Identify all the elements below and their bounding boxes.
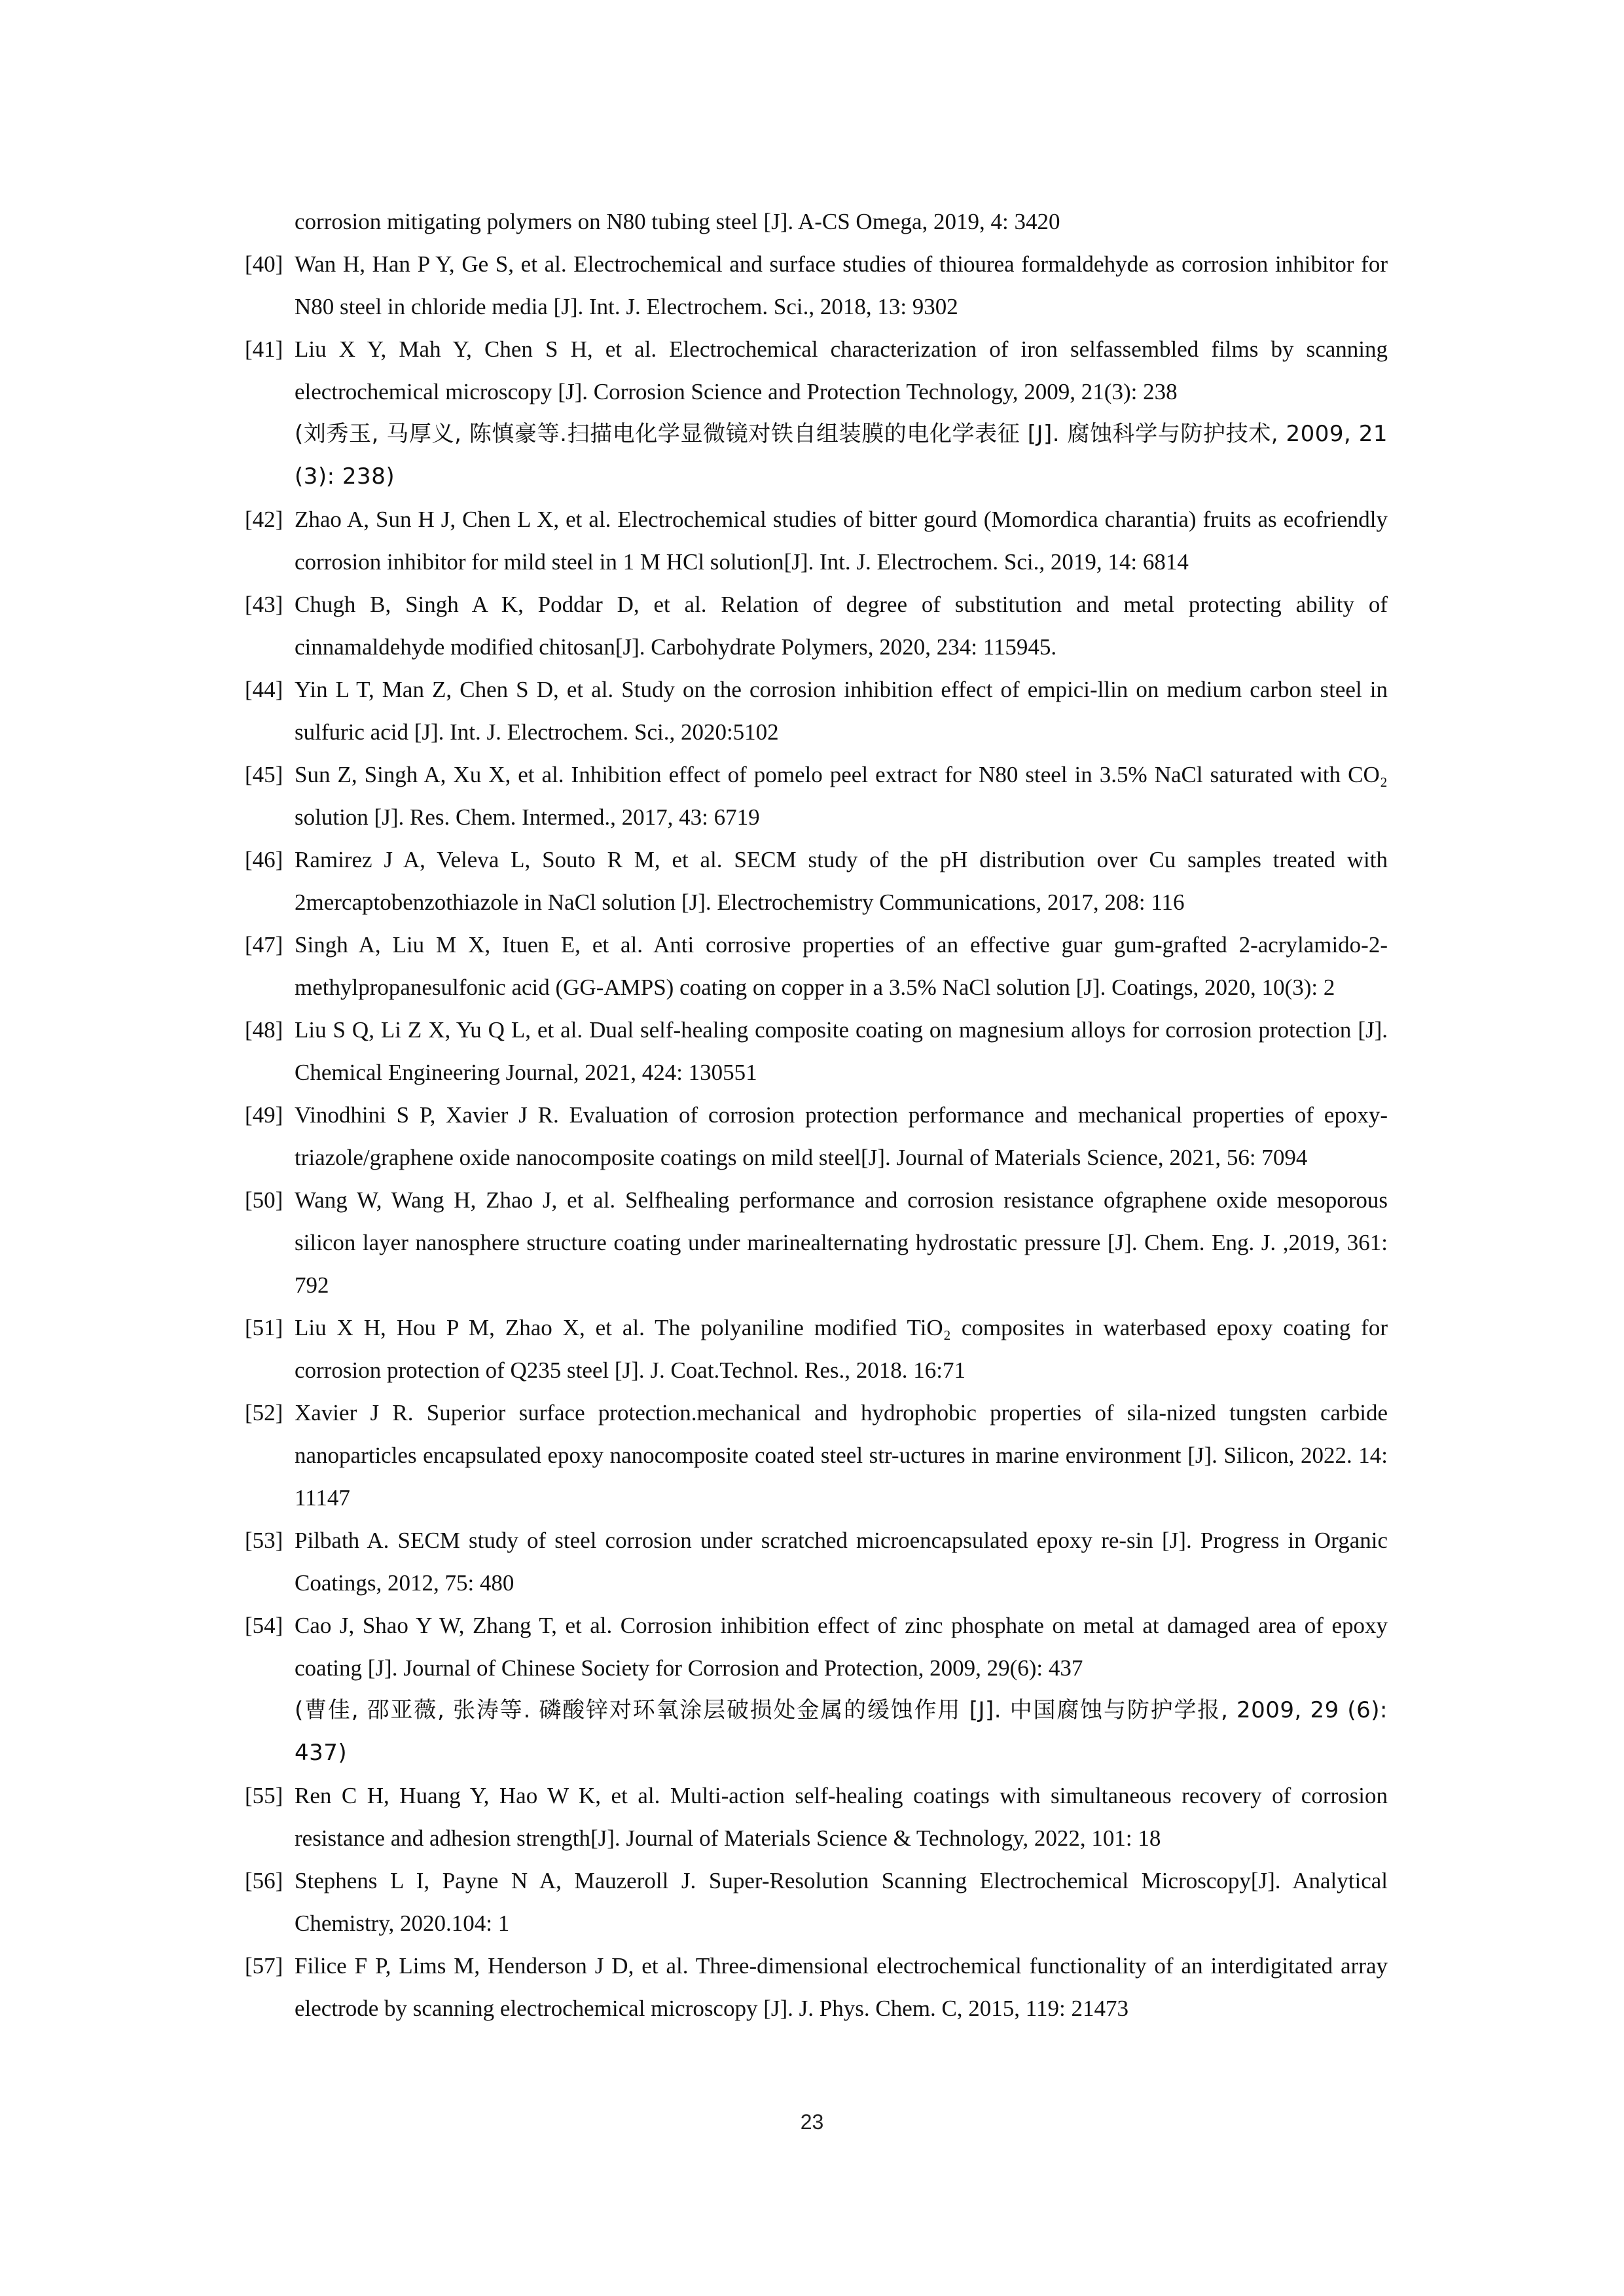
reference-text: Liu X Y, Mah Y, Chen S H, et al. Electrochemical characterization of iron selfassembled films by scanning electrochemical microscopy [J]. Corrosion Science and Protection Technology, 2009, 21(3): 238: [295, 336, 1388, 404]
reference-number: [53]: [245, 1528, 283, 1553]
reference-list: [245, 200, 1388, 2030]
reference-43: [245, 583, 1388, 668]
reference-text: Vinodhini S P, Xavier J R. Evaluation of corrosion protection performance and mechanical properties of epoxy-triazole/graphene oxide nanocomposite coatings on mild steel[J]. Journal of Materials Science, 2021, 56: 7094: [295, 1102, 1388, 1170]
reference-45: [245, 753, 1388, 838]
reference-46: [245, 838, 1388, 924]
reference-text: Ren C H, Huang Y, Hao W K, et al. Multi-action self-healing coatings with simultaneous recovery of corrosion resistance and adhesion strength[J]. Journal of Materials Science & Technology, 2022, 101: 18: [295, 1783, 1388, 1851]
reference-51: [245, 1306, 1388, 1391]
reference-56: [245, 1859, 1388, 1945]
reference-41: [245, 328, 1388, 498]
reference-47: [245, 924, 1388, 1009]
reference-44: [245, 668, 1388, 753]
reference-48: [245, 1009, 1388, 1094]
reference-53: [245, 1519, 1388, 1604]
reference-52: [245, 1391, 1388, 1519]
reference-49: [245, 1094, 1388, 1179]
reference-55: [245, 1774, 1388, 1859]
reference-text: Ramirez J A, Veleva L, Souto R M, et al. SECM study of the pH distribution over Cu samples treated with 2mercaptobenzothiazole in NaCl solution [J]. Electrochemistry Communications, 2017, 208: 116: [295, 847, 1388, 915]
reference-number: [47]: [245, 932, 283, 958]
reference-number: [50]: [245, 1187, 283, 1213]
reference-chinese-text: (曹佳, 邵亚薇, 张涛等. 磷酸锌对环氧涂层破损处金属的缓蚀作用 [J]. 中国腐蚀与防护学报, 2009, 29 (6): 437): [295, 1697, 1388, 1766]
page-number: 23: [800, 2110, 824, 2134]
reference-54: [245, 1604, 1388, 1774]
reference-text: Xavier J R. Superior surface protection.mechanical and hydrophobic properties of sila-nized tungsten carbide nanoparticles encapsulated epoxy nanocomposite coated steel str-uctures in marine environment [J]. Silicon, 2022. 14: 11147: [295, 1400, 1388, 1511]
reference-42: [245, 498, 1388, 583]
reference-number: [49]: [245, 1102, 283, 1128]
reference-text: Yin L T, Man Z, Chen S D, et al. Study on the corrosion inhibition effect of empici-llin on medium carbon steel in sulfuric acid [J]. Int. J. Electrochem. Sci., 2020:5102: [295, 677, 1388, 745]
reference-text: Stephens L I, Payne N A, Mauzeroll J. Super-Resolution Scanning Electrochemical Microscopy[J]. Analytical Chemistry, 2020.104: 1: [295, 1868, 1388, 1936]
reference-text: Filice F P, Lims M, Henderson J D, et al. Three-dimensional electrochemical functionality of an interdigitated array electrode by scanning electrochemical microscopy [J]. J. Phys. Chem. C, 2015, 119: 21473: [295, 1953, 1388, 2021]
reference-text: Wang W, Wang H, Zhao J, et al. Selfhealing performance and corrosion resistance ofgraphene oxide mesoporous silicon layer nanosphere structure coating under marinealternating hydrostatic pressure [J]. Chem. Eng. J. ,2019, 361: 792: [295, 1187, 1388, 1298]
reference-text: corrosion mitigating polymers on N80 tubing steel [J]. A-CS Omega, 2019, 4: 3420: [295, 209, 1060, 234]
reference-57: [245, 1945, 1388, 2030]
reference-number: [57]: [245, 1953, 283, 1979]
reference-number: [40]: [245, 251, 283, 277]
reference-text: Pilbath A. SECM study of steel corrosion under scratched microencapsulated epoxy re-sin [J]. Progress in Organic Coatings, 2012, 75: 480: [295, 1528, 1388, 1596]
reference-number: [55]: [245, 1783, 283, 1808]
reference-text: Wan H, Han P Y, Ge S, et al. Electrochemical and surface studies of thiourea formaldehyde as corrosion inhibitor for N80 steel in chloride media [J]. Int. J. Electrochem. Sci., 2018, 13: 9302: [295, 251, 1388, 319]
reference-text: Liu S Q, Li Z X, Yu Q L, et al. Dual self-healing composite coating on magnesium alloys for corrosion protection [J]. Chemical Engineering Journal, 2021, 424: 130551: [295, 1017, 1388, 1085]
reference-number: [52]: [245, 1400, 283, 1426]
reference-continuation: [245, 200, 1388, 243]
reference-number: [44]: [245, 677, 283, 702]
reference-number: [51]: [245, 1315, 283, 1340]
reference-text: Cao J, Shao Y W, Zhang T, et al. Corrosion inhibition effect of zinc phosphate on metal at damaged area of epoxy coating [J]. Journal of Chinese Society for Corrosion and Protection, 2009, 29(6): 437: [295, 1613, 1388, 1681]
reference-text: Chugh B, Singh A K, Poddar D, et al. Relation of degree of substitution and metal protecting ability of cinnamaldehyde modified chitosan[J]. Carbohydrate Polymers, 2020, 234: 115945.: [295, 592, 1388, 660]
reference-number: [56]: [245, 1868, 283, 1893]
reference-number: [54]: [245, 1613, 283, 1638]
reference-text: Sun Z, Singh A, Xu X, et al. Inhibition effect of pomelo peel extract for N80 steel in 3.5% NaCl saturated with CO₂ solution [J]. Res. Chem. Intermed., 2017, 43: 6719: [295, 762, 1388, 830]
reference-number: [41]: [245, 336, 283, 362]
reference-text: Zhao A, Sun H J, Chen L X, et al. Electrochemical studies of bitter gourd (Momordica charantia) fruits as ecofriendly corrosion inhibitor for mild steel in 1 M HCl solution[J]. Int. J. Electrochem. Sci., 2019, 14: 6814: [295, 507, 1388, 575]
reference-40: [245, 243, 1388, 328]
reference-number: [42]: [245, 507, 283, 532]
reference-text: Liu X H, Hou P M, Zhao X, et al. The polyaniline modified TiO₂ composites in waterbased epoxy coating for corrosion protection of Q235 steel [J]. J. Coat.Technol. Res., 2018. 16:71: [295, 1315, 1388, 1383]
reference-number: [48]: [245, 1017, 283, 1043]
reference-number: [45]: [245, 762, 283, 787]
reference-number: [43]: [245, 592, 283, 617]
reference-chinese-text: (刘秀玉, 马厚义, 陈慎豪等.扫描电化学显微镜对铁自组装膜的电化学表征 [J]. 腐蚀科学与防护技术, 2009, 21 (3): 238): [295, 421, 1388, 490]
reference-number: [46]: [245, 847, 283, 872]
reference-50: [245, 1179, 1388, 1306]
reference-text: Singh A, Liu M X, Ituen E, et al. Anti corrosive properties of an effective guar gum-grafted 2-acrylamido-2-methylpropanesulfonic acid (GG-AMPS) coating on copper in a 3.5% NaCl solution [J]. Coatings, 2020, 10(3): 2: [295, 932, 1388, 1000]
